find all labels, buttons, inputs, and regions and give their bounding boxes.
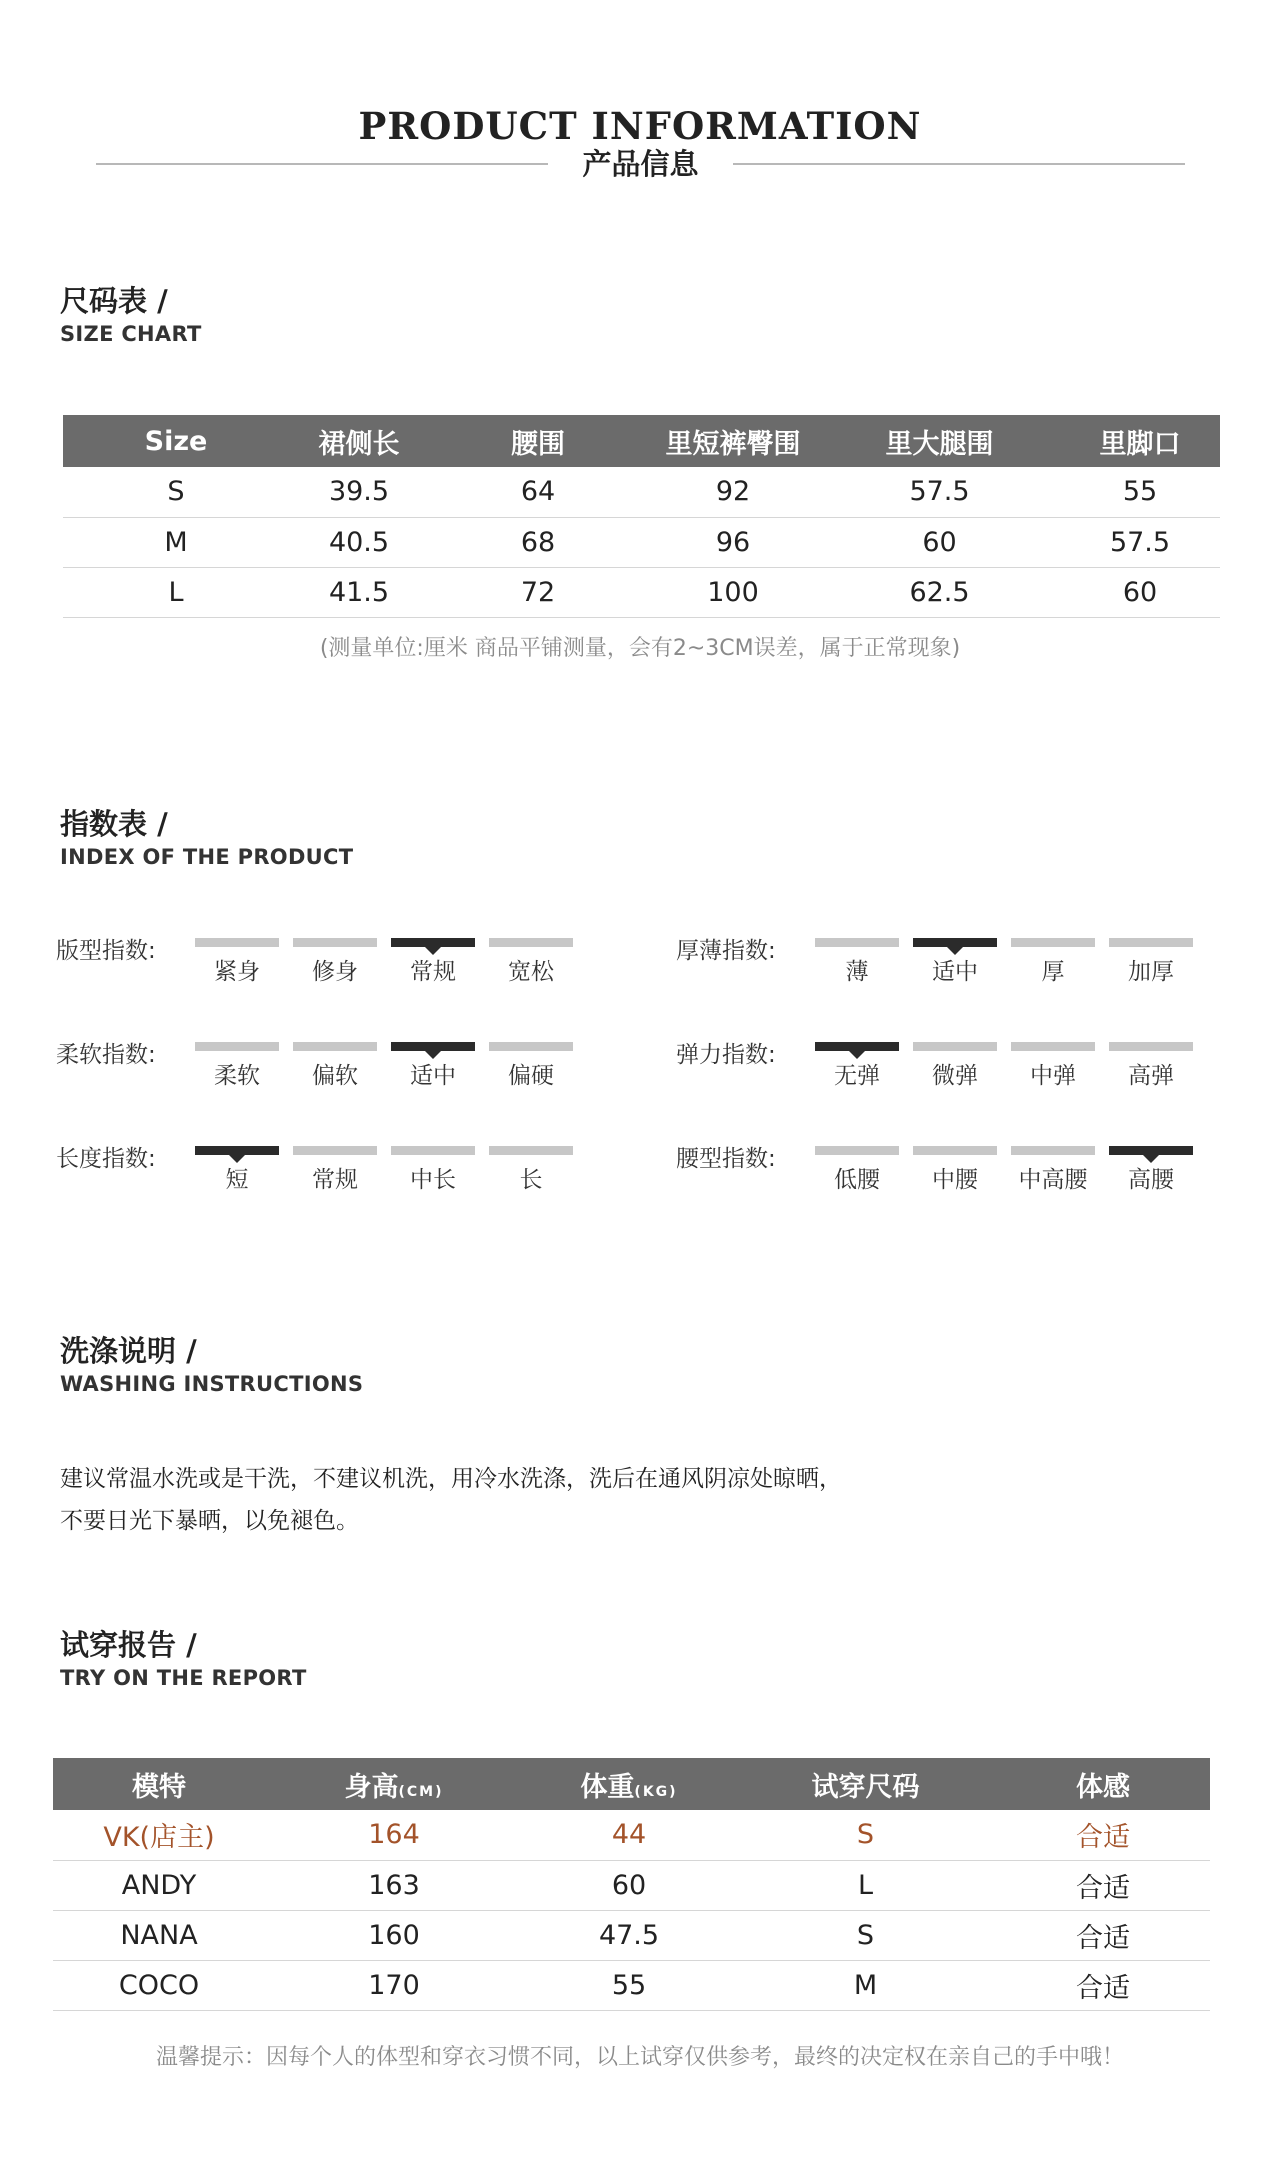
column-label: 模特 [132, 1771, 186, 1803]
index-option [391, 1042, 475, 1091]
index-bar [293, 1042, 377, 1051]
index-option-label: 低腰 [834, 1167, 880, 1193]
table-cell: 68 [429, 517, 647, 567]
try-on-column-header [735, 1758, 996, 1810]
size-chart-column-header: 里大腿围 [819, 415, 1060, 467]
index-option-label: 中高腰 [1018, 1167, 1088, 1193]
index-option [815, 938, 899, 987]
index-option [913, 938, 997, 987]
index-label: 版型指数: [56, 938, 156, 964]
column-label: 体重 [580, 1771, 635, 1803]
table-cell: 60 [523, 1860, 735, 1910]
index-option [815, 1042, 899, 1091]
column-unit: (CM) [398, 1783, 444, 1800]
washing-text-line-1: 建议常温水洗或是干洗，不建议机洗，用冷水洗涤，洗后在通风阴凉处晾晒， [60, 1466, 842, 1492]
index-option [489, 1146, 573, 1195]
table-cell: 44 [523, 1810, 735, 1860]
index-bar [913, 1146, 997, 1155]
column-label: 体感 [1076, 1771, 1130, 1803]
index-option [391, 1146, 475, 1195]
size-chart-column-header: Size [63, 415, 289, 467]
index-bar [815, 938, 899, 947]
title-divider-left [96, 163, 548, 165]
page-title-en: PRODUCT INFORMATION [358, 104, 922, 148]
index-option [293, 1146, 377, 1195]
index-option [1011, 1042, 1095, 1091]
size-chart-column-header: 里短裤臀围 [647, 415, 819, 467]
size-chart-header-row [63, 415, 1220, 467]
table-cell: 160 [265, 1910, 523, 1960]
index-option [195, 938, 279, 987]
index-label: 长度指数: [56, 1146, 156, 1172]
table-cell: 60 [819, 517, 1060, 567]
index-option [1109, 1146, 1193, 1195]
index-option-label: 紧身 [214, 959, 260, 985]
index-option [815, 1146, 899, 1195]
index-option [913, 1042, 997, 1091]
table-cell: 72 [429, 567, 647, 617]
index-bar [195, 1042, 279, 1051]
index-option-label: 中长 [410, 1167, 456, 1193]
table-cell: 164 [265, 1810, 523, 1860]
table-cell: 合适 [996, 1910, 1210, 1960]
index-label: 腰型指数: [676, 1146, 776, 1172]
washing-title-en: WASHING INSTRUCTIONS [60, 1372, 364, 1396]
index-title-en: INDEX OF THE PRODUCT [60, 845, 354, 869]
table-cell: 55 [523, 1960, 735, 2010]
index-bar [913, 1042, 997, 1051]
washing-title-cn: 洗涤说明 / [60, 1334, 197, 1368]
index-label: 弹力指数: [676, 1042, 776, 1068]
index-label: 厚薄指数: [676, 938, 776, 964]
try-on-column-header [265, 1758, 523, 1810]
table-row [63, 517, 1220, 567]
try-on-table [53, 1758, 1210, 2011]
index-bar [1011, 1042, 1095, 1051]
index-option-label: 偏硬 [508, 1063, 554, 1089]
index-bar [815, 1146, 899, 1155]
index-option-label: 长 [519, 1167, 543, 1193]
index-bar [1109, 1146, 1193, 1155]
table-row [53, 1910, 1210, 1960]
index-option [391, 938, 475, 987]
size-chart-column-header: 里脚口 [1060, 415, 1220, 467]
index-bar [489, 1146, 573, 1155]
table-row [63, 467, 1220, 517]
table-cell: 41.5 [289, 567, 429, 617]
index-bar [489, 938, 573, 947]
table-cell: VK(店主) [53, 1810, 265, 1860]
try-on-title-en: TRY ON THE REPORT [60, 1666, 307, 1690]
index-option-label: 微弹 [932, 1063, 978, 1089]
table-cell: ANDY [53, 1860, 265, 1910]
table-cell: S [735, 1810, 996, 1860]
index-label: 柔软指数: [56, 1042, 156, 1068]
title-divider-right [733, 163, 1185, 165]
index-bar [293, 938, 377, 947]
table-cell: 47.5 [523, 1910, 735, 1960]
size-chart-note: (测量单位:厘米 商品平铺测量，会有2~3CM误差，属于正常现象) [319, 636, 961, 661]
index-option-label: 适中 [932, 959, 978, 985]
index-option [489, 938, 573, 987]
table-row [63, 567, 1220, 617]
try-on-header-row [53, 1758, 1210, 1810]
index-bar [195, 938, 279, 947]
index-option-label: 常规 [410, 959, 456, 985]
column-unit: (KG) [634, 1783, 678, 1800]
size-chart-title-en: SIZE CHART [60, 322, 202, 346]
page-title-cn: 产品信息 [582, 147, 699, 181]
table-cell: S [735, 1910, 996, 1960]
index-bar [293, 1146, 377, 1155]
table-cell: L [735, 1860, 996, 1910]
table-cell: 170 [265, 1960, 523, 2010]
index-option [1109, 938, 1193, 987]
index-bar [391, 1146, 475, 1155]
table-cell: M [63, 517, 289, 567]
table-cell: L [63, 567, 289, 617]
size-chart-table [63, 415, 1220, 618]
table-cell: S [63, 467, 289, 517]
try-on-column-header [996, 1758, 1210, 1810]
index-bar [195, 1146, 279, 1155]
index-bar [1011, 1146, 1095, 1155]
index-title-cn: 指数表 / [60, 807, 168, 841]
table-cell: 合适 [996, 1960, 1210, 2010]
table-cell: 62.5 [819, 567, 1060, 617]
table-cell: COCO [53, 1960, 265, 2010]
table-cell: 合适 [996, 1810, 1210, 1860]
index-option-label: 高腰 [1128, 1167, 1174, 1193]
index-option-label: 高弹 [1128, 1063, 1174, 1089]
index-option [195, 1042, 279, 1091]
index-option-label: 柔软 [214, 1063, 260, 1089]
table-cell: NANA [53, 1910, 265, 1960]
table-cell: 64 [429, 467, 647, 517]
index-option-label: 中弹 [1030, 1063, 1076, 1089]
washing-text-line-2: 不要日光下暴晒，以免褪色。 [60, 1508, 359, 1534]
index-bar [391, 1042, 475, 1051]
try-on-column-header [523, 1758, 735, 1810]
table-cell: 55 [1060, 467, 1220, 517]
index-option [1011, 938, 1095, 987]
table-cell: 39.5 [289, 467, 429, 517]
column-label: 试穿尺码 [811, 1771, 920, 1803]
index-option [489, 1042, 573, 1091]
size-chart-column-header: 裙侧长 [289, 415, 429, 467]
index-bar [913, 938, 997, 947]
index-option-label: 修身 [312, 959, 358, 985]
size-chart-title-cn: 尺码表 / [60, 284, 168, 318]
table-row [53, 1860, 1210, 1910]
index-bar [1109, 1042, 1193, 1051]
index-option-label: 中腰 [932, 1167, 978, 1193]
index-option [913, 1146, 997, 1195]
table-cell: 163 [265, 1860, 523, 1910]
table-cell: 96 [647, 517, 819, 567]
index-bar [815, 1042, 899, 1051]
index-bar [489, 1042, 573, 1051]
size-chart-column-header: 腰围 [429, 415, 647, 467]
index-option-label: 厚 [1041, 959, 1065, 985]
index-option-label: 无弹 [834, 1063, 880, 1089]
try-on-title-cn: 试穿报告 / [60, 1628, 197, 1662]
index-option [1011, 1146, 1095, 1195]
index-option [293, 938, 377, 987]
index-option-label: 薄 [845, 959, 869, 985]
index-bar [391, 938, 475, 947]
index-bar [1011, 938, 1095, 947]
table-cell: 57.5 [819, 467, 1060, 517]
table-cell: 40.5 [289, 517, 429, 567]
try-on-column-header [53, 1758, 265, 1810]
index-option-label: 适中 [410, 1063, 456, 1089]
index-option [1109, 1042, 1193, 1091]
table-row [53, 1960, 1210, 2010]
index-option-label: 偏软 [312, 1063, 358, 1089]
table-cell: 57.5 [1060, 517, 1220, 567]
index-option [293, 1042, 377, 1091]
table-cell: 60 [1060, 567, 1220, 617]
table-cell: 合适 [996, 1860, 1210, 1910]
index-option-label: 短 [225, 1167, 249, 1193]
table-cell: M [735, 1960, 996, 2010]
table-row [53, 1810, 1210, 1860]
index-bar [1109, 938, 1193, 947]
index-option-label: 加厚 [1128, 959, 1174, 985]
table-cell: 92 [647, 467, 819, 517]
index-option [195, 1146, 279, 1195]
column-label: 身高 [344, 1771, 399, 1803]
index-option-label: 常规 [312, 1167, 358, 1193]
index-option-label: 宽松 [508, 959, 554, 985]
try-on-note: 温馨提示：因每个人的体型和穿衣习惯不同，以上试穿仅供参考，最终的决定权在亲自己的手中哦！ [155, 2045, 1124, 2070]
table-cell: 100 [647, 567, 819, 617]
